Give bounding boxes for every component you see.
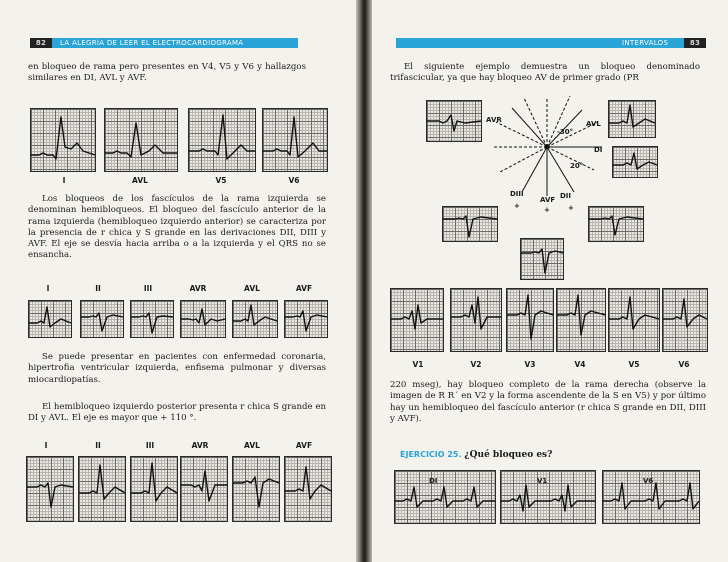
ecg-strip-row1-1 (30, 108, 96, 172)
exercise-strip-di (394, 470, 496, 524)
left-header-title: LA ALEGRÍA DE LEER EL ELECTROCARDIOGRAMA (60, 39, 244, 47)
book-gutter (356, 0, 372, 562)
ecg-trace (131, 463, 177, 501)
row3-label-5: AVL (244, 441, 260, 450)
exercise-question: ¿Qué bloqueo es? (464, 450, 553, 460)
axis-center (545, 145, 549, 149)
ecg-trace (181, 309, 225, 325)
ecg-trace (131, 313, 173, 333)
left-page (0, 0, 356, 562)
precordial-strip-v6 (662, 288, 708, 352)
row3-label-1: I (44, 441, 48, 450)
ecg-trace (285, 311, 327, 331)
ecg-trace (609, 105, 655, 127)
ecg-trace (663, 299, 707, 327)
row3-label-2: II (95, 441, 101, 450)
axis-plus-avf: + (544, 206, 550, 214)
ecg-trace (391, 305, 443, 329)
ecg-trace (233, 305, 277, 325)
left-paragraph-2: Los bloqueos de los fascículos de la rama izquierda se denominan hemibloqueos. El bloqueo del fascículo anterior de la rama izquierda (hemibloqueo izquierdo anterior) se caracteriza por la presencia de r chica y S grande en las derivaciones DII, DIII y AVF. El eje se desvía hacia arriba o a la izquierda y el QRS no se ensancha. (28, 194, 326, 261)
axis-line (524, 98, 547, 147)
left-paragraph-3: Se puede presentar en pacientes con enfermedad coronaria, hipertrofia ventricular izquierda, enfisema pulmonar y diversas miocardiopatías. (28, 352, 326, 385)
exercise-label-v6: V6 (643, 477, 654, 485)
row2-label-6: AVF (295, 284, 313, 293)
axis-strip-diii (442, 206, 498, 242)
row2-label-3: III (143, 284, 153, 293)
right-page-number: 83 (684, 38, 706, 48)
ecg-trace (613, 153, 657, 169)
ecg-strip-row1-4 (262, 108, 328, 172)
axis-label-diii: DIII (510, 190, 524, 198)
axis-strip-avr (426, 100, 482, 142)
axis-label-avr: AVR (486, 116, 502, 124)
ecg-strip-row3-4 (180, 456, 228, 522)
ecg-strip-row3-6 (284, 456, 332, 522)
ecg-trace (31, 117, 95, 159)
precordial-label-v1: V1 (412, 360, 424, 369)
ecg-trace (609, 297, 659, 329)
row3-label-6: AVF (295, 441, 313, 450)
ecg-strip-row2-2 (80, 300, 124, 338)
ecg-strip-row3-2 (78, 456, 126, 522)
axis-plus-dii: + (568, 204, 574, 212)
right-page (372, 0, 728, 562)
precordial-strip-v1 (390, 288, 444, 352)
left-paragraph-4: El hemibloqueo izquierdo posterior presenta r chica S grande en DI y AVL. El eje es mayor que + 110 °. (28, 402, 326, 424)
axis-strip-avl (608, 100, 656, 138)
exercise-heading (400, 450, 552, 460)
row1-label-1: I (62, 176, 66, 185)
ecg-trace (521, 249, 563, 273)
ecg-trace (27, 483, 73, 507)
axis-strip-avf (520, 238, 564, 280)
row1-label-2: AVL (132, 176, 148, 185)
ecg-strip-row2-5 (232, 300, 278, 338)
axis-line (512, 108, 547, 147)
row2-label-4: AVR (189, 284, 207, 293)
ecg-trace (181, 471, 227, 501)
left-paragraph-1: en bloqueo de rama pero presentes en V4, V5 y V6 y hallazgos similares en DI, AVL y AVF. (28, 62, 306, 84)
ecg-strip-row2-3 (130, 300, 174, 338)
precordial-strip-v3 (506, 288, 554, 352)
axis-label-di: DI (594, 146, 603, 154)
ecg-trace (189, 115, 255, 159)
ecg-trace (507, 295, 553, 339)
ecg-trace (443, 216, 497, 237)
ecg-trace (105, 123, 177, 157)
ecg-strip-row2-1 (28, 300, 72, 338)
precordial-label-v6: V6 (678, 360, 690, 369)
ecg-strip-row1-3 (188, 108, 256, 172)
right-paragraph-2: 220 mseg), hay bloqueo completo de la rama derecha (observe la imagen de R R´ en V2 y la forma ascendente de la S en V5) y por último hay un hemibloqueo del fascículo anterior (r chica S grande en DII, DIII y AVF). (390, 380, 706, 424)
row1-label-3: V5 (215, 176, 227, 185)
left-page-number: 82 (30, 38, 52, 48)
right-paragraph-1: El siguiente ejemplo demuestra un bloqueo denominado trifascicular, ya que hay bloqueo AV de primer grado (PR (390, 62, 700, 84)
ecg-trace (501, 485, 595, 511)
axis-plus-diii: + (514, 202, 520, 210)
axis-strip-di (612, 146, 658, 178)
ecg-trace (29, 307, 71, 327)
row2-label-1: I (46, 284, 50, 293)
ecg-trace (451, 297, 501, 329)
axis-line (547, 96, 570, 147)
ecg-trace (285, 467, 331, 499)
exercise-label: EJERCICIO 25. (400, 450, 462, 459)
ecg-trace (395, 487, 495, 507)
row1-label-4: V6 (288, 176, 300, 185)
hexaxial-diagram (482, 92, 612, 202)
axis-label-dii: DII (560, 192, 572, 200)
axis-strip-dii (588, 206, 644, 242)
axis-label-avf: AVF (540, 196, 556, 204)
ecg-strip-row3-5 (232, 456, 280, 522)
precordial-label-v3: V3 (524, 360, 536, 369)
ecg-strip-row1-2 (104, 108, 178, 172)
precordial-label-v5: V5 (628, 360, 640, 369)
row3-label-3: III (145, 441, 155, 450)
exercise-strip-v6 (602, 470, 700, 524)
axis-label-30: -30° (557, 128, 574, 136)
ecg-strip-row3-3 (130, 456, 178, 522)
ecg-strip-row3-1 (26, 456, 74, 522)
row2-label-2: II (95, 284, 101, 293)
right-header-band (396, 38, 706, 48)
row3-label-4: AVR (191, 441, 209, 450)
ecg-strip-row2-6 (284, 300, 328, 338)
exercise-label-di: DI (429, 477, 438, 485)
axis-line (522, 147, 547, 192)
row2-label-5: AVL (244, 284, 260, 293)
right-header-title: INTERVALOS (622, 39, 669, 47)
axis-line (496, 122, 547, 147)
precordial-label-v4: V4 (574, 360, 586, 369)
ecg-trace (233, 477, 279, 507)
ecg-trace (79, 465, 125, 499)
precordial-strip-v4 (556, 288, 606, 352)
axis-label-avl: AVL (586, 120, 601, 128)
exercise-strip-v1 (500, 470, 596, 524)
ecg-trace (589, 216, 643, 235)
ecg-trace (81, 313, 123, 331)
ecg-trace (263, 117, 327, 157)
axis-label-20: 20° (570, 162, 584, 170)
exercise-label-v1: V1 (537, 477, 548, 485)
ecg-trace (427, 115, 481, 131)
precordial-strip-v2 (450, 288, 502, 352)
ecg-trace (603, 483, 699, 509)
precordial-label-v2: V2 (470, 360, 482, 369)
ecg-trace (557, 295, 605, 335)
precordial-strip-v5 (608, 288, 660, 352)
left-header-band (30, 38, 298, 48)
ecg-strip-row2-4 (180, 300, 226, 338)
